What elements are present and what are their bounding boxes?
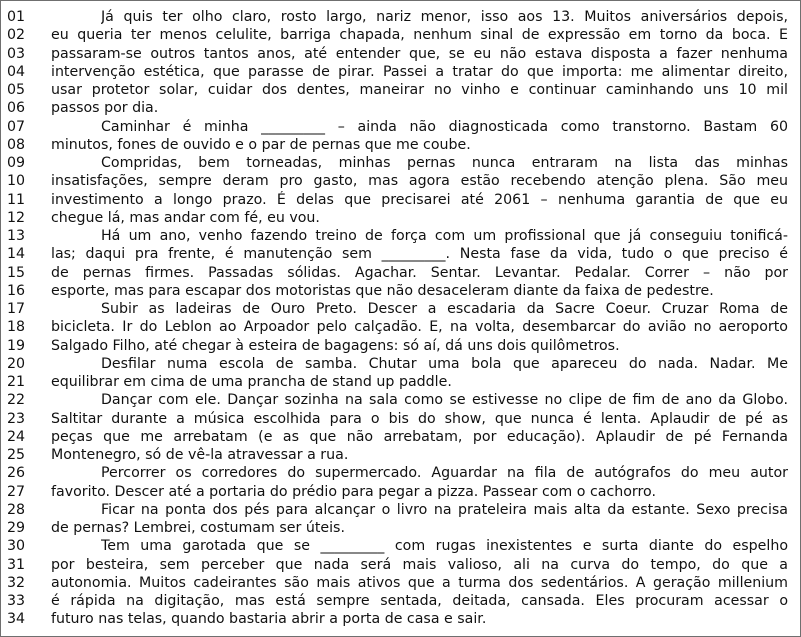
line-text: Subir as ladeiras de Ouro Preto. Descer a escadaria da Sacre Coeur. Cruzar Roma de [101, 301, 788, 317]
line-text: de pernas firmes. Passadas sólidas. Agachar. Sentar. Levantar. Pedalar. Correr – não por [51, 264, 788, 281]
line-text: por besteira, sem perceber que nada será mais valioso, ali na curva do tempo, do que a [51, 556, 788, 573]
line-text: é rápida na digitação, mas está sempre sentada, deitada, cansada. Eles procuram acessar o [51, 593, 788, 609]
line-text: peças que me arrebatam (e as que não arrebatam, por educação). Aplaudir de pé Fernanda [51, 428, 788, 445]
line-number: 32 [7, 574, 26, 591]
text-line [1, 428, 801, 446]
line-text: Já quis ter olho claro, rosto largo, nariz menor, isso aos 13. Muitos aniversários depois, [101, 9, 788, 25]
line-number: 16 [7, 282, 26, 299]
line-text: passos por dia. [51, 100, 159, 117]
text-line [1, 355, 801, 373]
line-text: de pernas? Lembrei, costumam ser úteis. [51, 520, 345, 536]
line-number: 18 [7, 319, 26, 336]
text-line [1, 300, 801, 318]
line-text: Ficar na ponta dos pés para alcançar o livro na prateleira mais alta da estante. Sexo precisa [101, 501, 788, 518]
line-number: 04 [7, 63, 26, 80]
text-line [1, 172, 801, 190]
text-line [1, 8, 801, 26]
text-line [1, 410, 801, 428]
text-line [1, 154, 801, 172]
text-line [1, 81, 801, 99]
line-number: 21 [7, 374, 26, 390]
line-number: 13 [7, 228, 26, 244]
line-text: Há um ano, venho fazendo treino de força com um profissional que já conseguiu tonificá- [101, 228, 788, 244]
line-text: Saltitar durante a música escolhida para o bis do show, que nunca é lenta. Aplaudir de pé as [51, 410, 788, 427]
line-text: futuro nas telas, quando bastaria abrir a porta de casa e sair. [51, 611, 487, 628]
line-number: 28 [7, 501, 26, 518]
line-number: 12 [7, 209, 26, 226]
text-line [1, 45, 801, 63]
line-text: favorito. Descer até a portaria do prédio para pegar a pizza. Passear com o cachorro. [51, 483, 656, 500]
line-number: 31 [7, 556, 26, 573]
line-text: autonomia. Muitos cadeirantes são mais ativos que a turma dos sedentários. A geração millenium [51, 574, 788, 591]
text-line [1, 537, 801, 555]
line-text: Tem uma garotada que se _________ com rugas inexistentes e surta diante do espelho [101, 538, 788, 555]
text-line [1, 99, 801, 117]
text-line [1, 483, 801, 501]
line-number: 05 [7, 82, 26, 98]
line-text: investimento a longo prazo. É delas que precisarei até 2061 – nenhuma garantia de que eu [51, 191, 788, 208]
line-number: 06 [7, 100, 26, 117]
line-text: bicicleta. Ir do Leblon ao Arpoador pelo calçadão. E, na volta, desembarcar do avião no aeroporto [51, 319, 788, 336]
line-number: 08 [7, 136, 26, 153]
text-line [1, 282, 801, 300]
line-number: 29 [7, 520, 26, 536]
line-number: 15 [7, 264, 26, 281]
text-line [1, 501, 801, 519]
text-line [1, 391, 801, 409]
line-number: 25 [7, 447, 26, 463]
line-text: Salgado Filho, até chegar à esteira de bagagens: só aí, dá uns dois quilômetros. [51, 337, 620, 354]
text-line [1, 337, 801, 355]
text-line [1, 227, 801, 245]
line-number: 02 [7, 27, 26, 44]
line-number: 19 [7, 337, 26, 354]
line-text: Desfilar numa escola de samba. Chutar uma bola que apareceu do nada. Nadar. Me [101, 355, 788, 372]
text-line [1, 373, 801, 391]
line-text: passaram-se outros tantos anos, até entender que, se eu não estava disposta a fazer nenhuma [51, 45, 788, 62]
line-text: Percorrer os corredores do supermercado. Aguardar na fila de autógrafos do meu autor [101, 465, 788, 482]
line-text: Caminhar é minha _________ – ainda não diagnosticada como transtorno. Bastam 60 [101, 118, 788, 135]
line-number: 24 [7, 428, 26, 445]
text-line [1, 519, 801, 537]
line-text: equilibrar em cima de uma prancha de stand up paddle. [51, 374, 452, 390]
text-line [1, 592, 801, 610]
line-text: intervenção estética, que parasse de pirar. Passei a tratar do que importa: me alimentar direito, [51, 63, 788, 80]
line-text: Dançar com ele. Dançar sozinha na sala como se estivesse no clipe de fim de ano da Globo. [101, 392, 788, 409]
line-text: eu queria ter menos celulite, barriga chapada, nenhum sinal de expressão em torno da boca. E [51, 27, 788, 44]
text-line [1, 245, 801, 263]
text-line [1, 118, 801, 136]
line-text: chegue lá, mas andar com fé, eu vou. [51, 209, 320, 226]
line-number: 30 [7, 538, 26, 555]
text-line [1, 574, 801, 592]
line-number: 34 [7, 611, 26, 628]
line-number: 14 [7, 246, 26, 263]
line-number: 33 [7, 593, 26, 609]
line-number: 17 [7, 301, 26, 317]
line-number: 07 [7, 118, 26, 135]
line-number: 23 [7, 410, 26, 427]
line-number: 27 [7, 483, 26, 500]
text-line [1, 26, 801, 44]
line-number: 11 [7, 191, 26, 208]
line-number: 10 [7, 173, 26, 190]
line-number: 03 [7, 45, 26, 62]
line-text: Compridas, bem torneadas, minhas pernas nunca entraram na lista das minhas [101, 155, 788, 171]
text-line [1, 209, 801, 227]
line-text: usar protetor solar, cuidar dos dentes, maneirar no vinho e continuar caminhando uns 10 mil [51, 82, 788, 98]
text-line [1, 191, 801, 209]
line-text: insatisfações, sempre deram pro gasto, mas agora estão recebendo atenção plena. São meu [51, 173, 788, 190]
text-line [1, 264, 801, 282]
line-number: 20 [7, 355, 26, 372]
line-number: 01 [7, 9, 26, 25]
text-line [1, 63, 801, 81]
text-line [1, 610, 801, 628]
text-line [1, 318, 801, 336]
text-line [1, 464, 801, 482]
line-number: 26 [7, 465, 26, 482]
line-text: esporte, mas para escapar dos motoristas que não desaceleram diante da faixa de pedestre. [51, 282, 714, 299]
line-text: las; daqui pra frente, é manutenção sem _________. Nesta fase da vida, tudo o que preciso é [51, 246, 788, 263]
text-line [1, 446, 801, 464]
text-line [1, 556, 801, 574]
line-number: 09 [7, 155, 26, 171]
line-text: Montenegro, só de vê-la atravessar a rua. [51, 447, 349, 463]
line-number: 22 [7, 392, 26, 409]
line-text: minutos, fones de ouvido e o par de pernas que me coube. [51, 136, 471, 153]
text-line [1, 136, 801, 154]
